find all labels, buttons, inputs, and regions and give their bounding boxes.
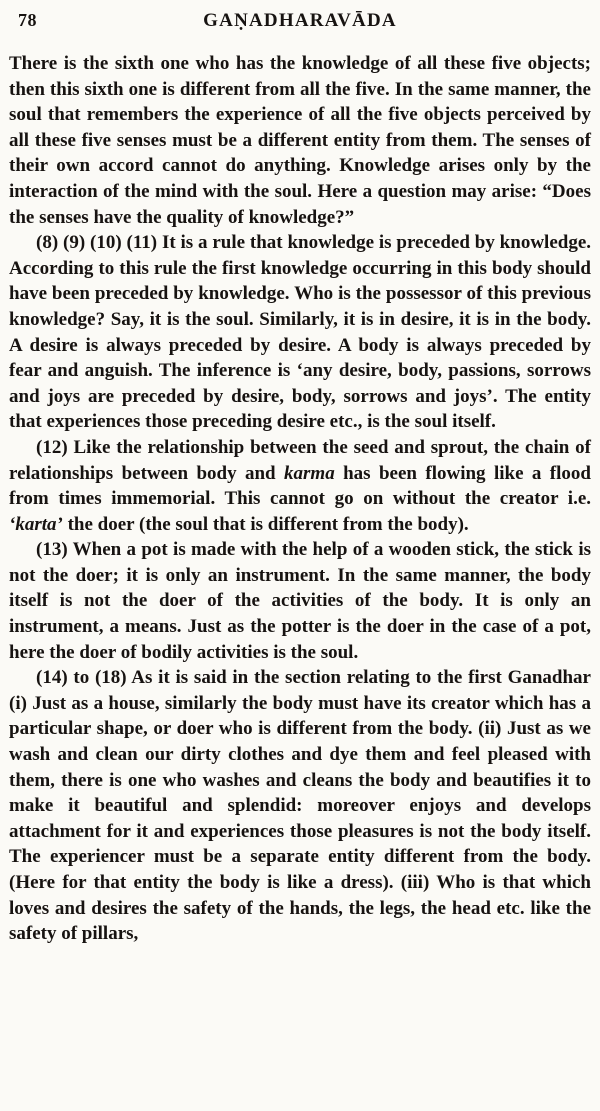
- page-header: [9, 10, 591, 36]
- text-run: the doer (the soul that is different from the body).: [62, 513, 469, 535]
- paragraph: [9, 537, 591, 665]
- italic-term: karma: [284, 462, 335, 484]
- paragraph: [9, 230, 591, 435]
- text-run: has been flowing like a flood from times immemorial. This cannot go on without the creator i.e.: [9, 462, 591, 510]
- text-run: (14) to (18) As it is said in the section relating to the first Ganadhar (i) Just as a house, similarly the body must have its creator which has a particular shape, or doer who is different from the body. (ii) Just as we wash and clean our dirty clothes and dye them and feel pleased with them, there is one who washes and cleans the body and beautifies it to make it beautiful and splendid: moreover enjoys and develops attachment for it and experiences those pleasures is not the body itself. The experiencer must be a separate entity different from the body. (Here for that entity the body is like a dress). (iii) Who is that which loves and desires the safety of the hands, the legs, the head etc. like the safety of pillars,: [9, 667, 591, 945]
- paragraph: [9, 435, 591, 537]
- running-title: GAṆADHARAVĀDA: [203, 10, 397, 31]
- page-number: 78: [18, 10, 37, 30]
- paragraph: [9, 665, 591, 947]
- text-run: There is the sixth one who has the knowledge of all these five objects; then this sixth one is different from all the five. In the same manner, the soul that remembers the experience of all the five objects perceived by all these five senses must be a different entity from them. The senses of their own accord cannot do anything. Knowledge arises only by the interaction of the mind with the soul. Here a question may arise: “Does the senses have the quality of knowledge?”: [9, 53, 591, 228]
- page-body: [9, 51, 591, 947]
- paragraph: [9, 51, 591, 230]
- text-run: (12) Like the relationship between the seed and sprout, the chain of relationships between body and: [9, 436, 591, 484]
- text-run: (8) (9) (10) (11) It is a rule that knowledge is preceded by knowledge. According to this rule the first knowledge occurring in this body should have been preceded by knowledge. Who is the possessor of this previous knowledge? Say, it is the soul. Similarly, it is in desire, it is in the body. A desire is always preceded by desire. A body is always preceded by fear and anguish. The inference is ‘any desire, body, passions, sorrows and joys are preceded by desire, body, sorrows and joys’. The entity that experiences those preceding desire etc., is the soul itself.: [9, 232, 591, 433]
- italic-term: ‘karta’: [9, 513, 63, 535]
- text-run: (13) When a pot is made with the help of a wooden stick, the stick is not the doer; it is only an instrument. In the same manner, the body itself is not the doer of the activities of the body. It is only an instrument, a means. Just as the potter is the doer in the case of a pot, here the doer of bodily activities is the soul.: [9, 539, 591, 663]
